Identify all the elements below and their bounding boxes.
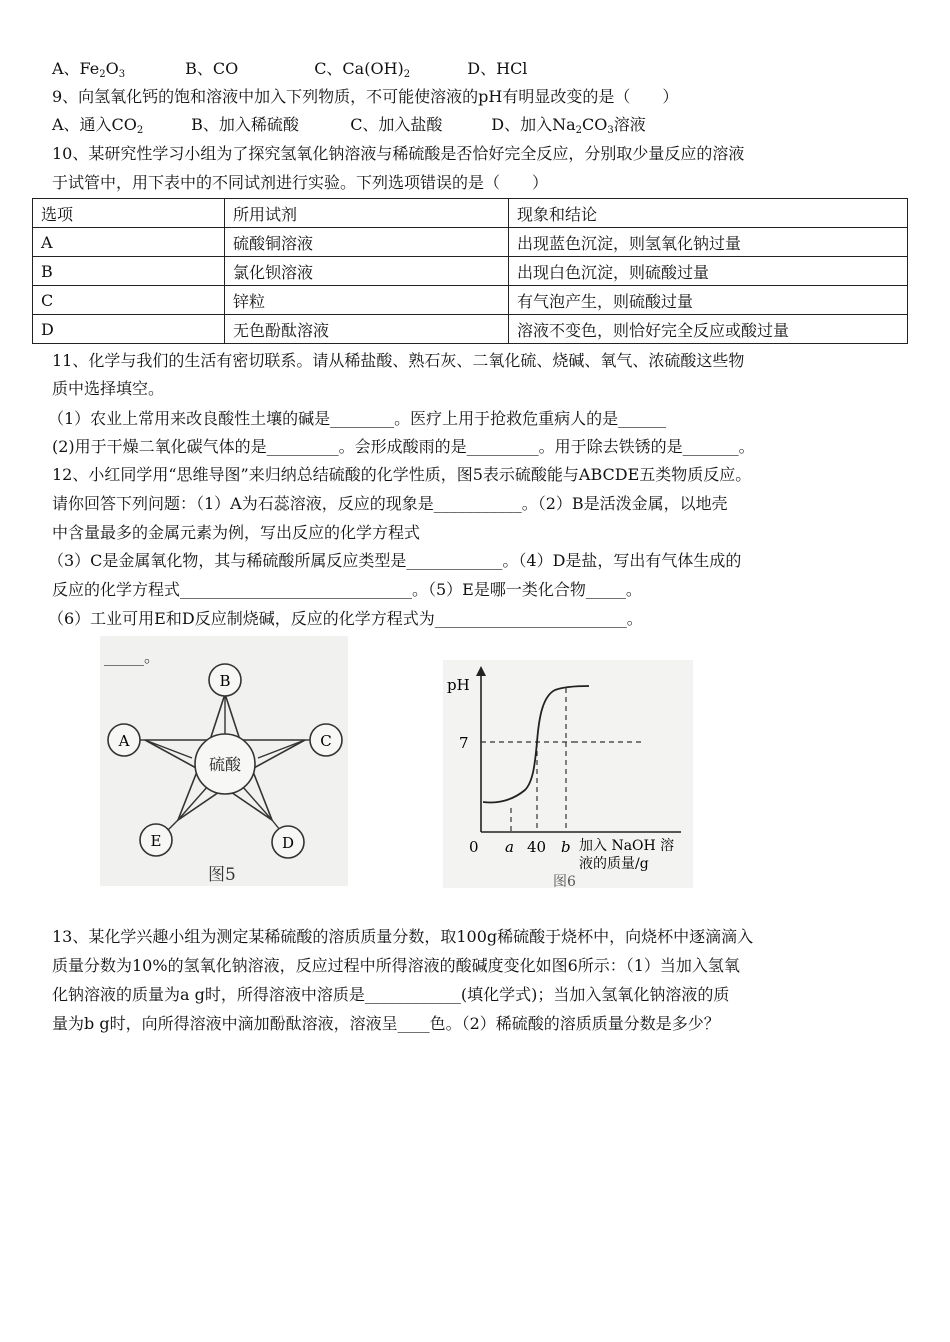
fig5-answer-blank: _____。 bbox=[104, 647, 161, 666]
ph-curve-svg bbox=[443, 660, 693, 888]
q12-line3: 中含量最多的金属元素为例，写出反应的化学方程式 bbox=[52, 523, 421, 542]
q12-line2: 请你回答下列问题：（1）A为石蕊溶液，反应的现象是___________。（2）B是活泼金属，以地壳 bbox=[52, 494, 728, 513]
table-cell: B bbox=[33, 257, 225, 286]
q10-stem-line1: 10、某研究性学习小组为了探究氢氧化钠溶液与稀硫酸是否恰好完全反应，分别取少量反应的溶液 bbox=[52, 144, 745, 163]
q8-option-a: A、$Fe_2O_3$ bbox=[52, 59, 126, 80]
node-d-label: D bbox=[281, 834, 295, 852]
table-header-cell: 所用试剂 bbox=[225, 199, 509, 228]
q9-options bbox=[52, 114, 646, 142]
table-cell: 氯化钡溶液 bbox=[225, 257, 509, 286]
q13-line2: 质量分数为10%的氢氧化钠溶液，反应过程中所得溶液的酸碱度变化如图6所示：（1）当加入氢氧 bbox=[52, 956, 740, 975]
q9-option-a: A、通入$CO_2$ bbox=[52, 115, 144, 136]
node-a-label: A bbox=[118, 732, 130, 750]
table-cell: 出现白色沉淀，则硫酸过量 bbox=[509, 257, 908, 286]
q12-line1: 12、小红同学用“思维导图”来归纳总结硫酸的化学性质，图5表示硫酸能与ABCDE五类物质反应。 bbox=[52, 465, 752, 484]
table-row bbox=[33, 257, 908, 286]
q12-line4: （3）C是金属氧化物，其与稀硫酸所属反应类型是____________。（4）D是盐，写出有气体生成的 bbox=[48, 551, 742, 570]
table-cell: 出现蓝色沉淀，则氢氧化钠过量 bbox=[509, 228, 908, 257]
q12-line6: （6）工业可用E和D反应制烧碱，反应的化学方程式为________________________。 bbox=[48, 609, 643, 628]
q8-option-b: B、CO bbox=[185, 59, 239, 78]
center-node-label: 硫酸 bbox=[208, 755, 242, 774]
node-b-label: B bbox=[219, 672, 231, 690]
table-row bbox=[33, 228, 908, 257]
q13-line1: 13、某化学兴趣小组为测定某稀硫酸的溶质质量分数，取100g稀硫酸于烧杯中，向烧杯中逐滴滴入 bbox=[52, 927, 754, 946]
fig6-caption: 图6 bbox=[553, 874, 576, 888]
q13-line3: 化钠溶液的质量为a g时，所得溶液中溶质是____________(填化学式)；当加入氢氧化钠溶液的质 bbox=[52, 985, 730, 1004]
x-tick-a: a bbox=[505, 838, 514, 856]
guide-lines bbox=[481, 688, 643, 832]
q10-table bbox=[32, 198, 908, 344]
y-tick-7: 7 bbox=[459, 734, 469, 752]
node-c-label: C bbox=[320, 732, 332, 750]
q11-line3: （1）农业上常用来改良酸性土壤的碱是________。医疗上用于抢救危重病人的是______ bbox=[48, 409, 667, 428]
y-axis-label: pH bbox=[447, 676, 470, 694]
table-header-cell: 选项 bbox=[33, 199, 225, 228]
x-tick-40: 40 bbox=[527, 838, 547, 856]
q13-line4: 量为b g时，向所得溶液中滴加酚酞溶液，溶液呈____色。（2）稀硫酸的溶质质量分数是多少？ bbox=[52, 1014, 720, 1033]
q12-line5: 反应的化学方程式_____________________________。（5）E是哪一类化合物_____。 bbox=[52, 580, 642, 599]
q9-stem: 9、向氢氧化钙的饱和溶液中加入下列物质，不可能使溶液的pH有明显改变的是（ ） bbox=[52, 87, 679, 106]
x-axis-label-line1: 加入 NaOH 溶 bbox=[579, 838, 675, 854]
table-cell: A bbox=[33, 228, 225, 257]
table-cell: 溶液不变色，则恰好完全反应或酸过量 bbox=[509, 315, 908, 344]
table-row bbox=[33, 315, 908, 344]
table-header-cell: 现象和结论 bbox=[509, 199, 908, 228]
x-tick-b: b bbox=[561, 838, 571, 856]
y-axis-arrow bbox=[476, 666, 486, 676]
origin-label: 0 bbox=[469, 838, 479, 856]
q9-option-b: B、加入稀硫酸 bbox=[191, 115, 299, 134]
table-row bbox=[33, 286, 908, 315]
figure-5-star-diagram bbox=[100, 636, 348, 886]
q8-options bbox=[52, 58, 527, 86]
star-diagram-svg bbox=[100, 636, 348, 886]
q8-option-d: D、HCl bbox=[467, 59, 528, 78]
table-cell: 锌粒 bbox=[225, 286, 509, 315]
q10-stem-line2: 于试管中，用下表中的不同试剂进行实验。下列选项错误的是（ ） bbox=[52, 173, 549, 192]
q8-option-c: C、$Ca(OH)_2$ bbox=[314, 59, 411, 80]
q9-option-d: D、加入$Na_2CO_3$溶液 bbox=[491, 115, 646, 136]
q11-line4: (2)用于干燥二氧化碳气体的是_________。会形成酸雨的是_________。用于除去铁锈的是_______。 bbox=[52, 437, 755, 456]
table-cell: C bbox=[33, 286, 225, 315]
table-cell: D bbox=[33, 315, 225, 344]
node-e-label: E bbox=[150, 832, 162, 850]
q9-option-c: C、加入盐酸 bbox=[350, 115, 443, 134]
table-cell: 有气泡产生，则硫酸过量 bbox=[509, 286, 908, 315]
table-cell: 无色酚酞溶液 bbox=[225, 315, 509, 344]
q11-line1: 11、化学与我们的生活有密切联系。请从稀盐酸、熟石灰、二氧化硫、烧碱、氧气、浓硫酸这些物 bbox=[52, 351, 745, 370]
figure-6-ph-curve bbox=[443, 660, 693, 888]
q11-line2: 质中选择填空。 bbox=[52, 379, 165, 398]
fig5-caption: 图5 bbox=[208, 865, 236, 885]
table-cell: 硫酸铜溶液 bbox=[225, 228, 509, 257]
table-header-row bbox=[33, 199, 908, 228]
x-axis-label-line2: 液的质量/g bbox=[579, 856, 649, 872]
ph-curve bbox=[483, 686, 589, 803]
